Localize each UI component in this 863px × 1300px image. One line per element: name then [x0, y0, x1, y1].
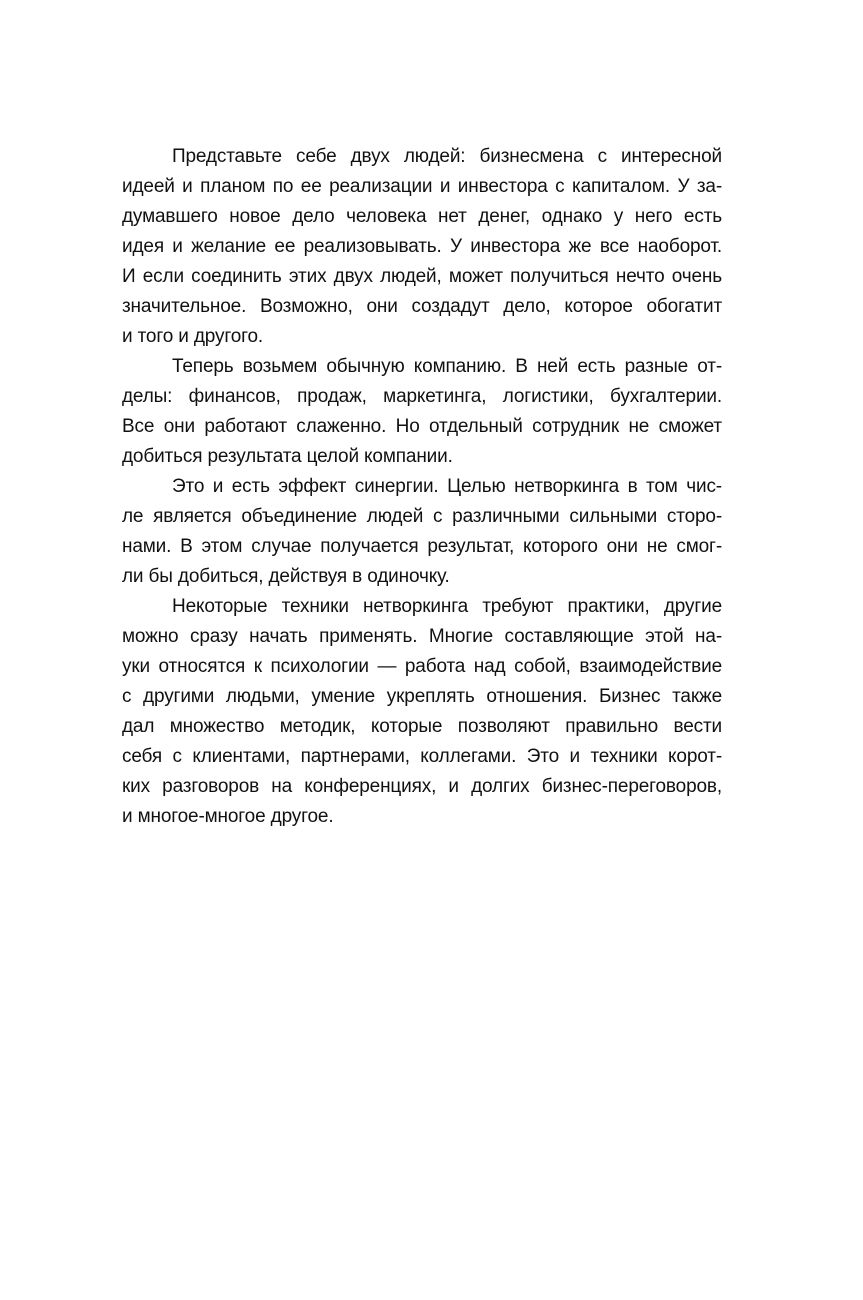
- text-line: добиться результата целой компании.: [122, 446, 453, 467]
- text-line: Все они работают слаженно. Но отдельный сотрудник не сможет: [122, 416, 722, 437]
- text-line: дал множество методик, которые позволяют правильно вести: [122, 716, 722, 737]
- text-line: думавшего новое дело человека нет денег, однако у него есть: [122, 206, 722, 227]
- text-line: идея и желание ее реализовывать. У инвестора же все наоборот.: [122, 236, 722, 257]
- text-line: Это и есть эффект синергии. Целью нетворкинга в том чис-: [172, 476, 722, 497]
- text-line: и многое-многое другое.: [122, 806, 334, 827]
- page-text: [122, 142, 722, 832]
- text-line: делы: финансов, продаж, маркетинга, логистики, бухгалтерии.: [122, 386, 722, 407]
- text-line: ли бы добиться, действуя в одиночку.: [122, 566, 450, 587]
- text-line: ких разговоров на конференциях, и долгих бизнес-переговоров,: [122, 776, 722, 797]
- text-line: Теперь возьмем обычную компанию. В ней есть разные от-: [172, 356, 722, 377]
- text-line: значительное. Возможно, они создадут дело, которое обогатит: [122, 296, 722, 317]
- text-line: Некоторые техники нетворкинга требуют практики, другие: [172, 596, 722, 617]
- text-line: Представьте себе двух людей: бизнесмена с интересной: [172, 146, 722, 167]
- text-line: и того и другого.: [122, 326, 264, 347]
- text-line: нами. В этом случае получается результат, которого они не смог-: [122, 536, 722, 557]
- text-line: уки относятся к психологии — работа над собой, взаимодействие: [122, 656, 722, 677]
- text-line: идеей и планом по ее реализации и инвестора с капиталом. У за-: [122, 176, 722, 197]
- text-line: с другими людьми, умение укреплять отношения. Бизнес также: [122, 686, 722, 707]
- text-line: ле является объединение людей с различными сильными сторо-: [122, 506, 722, 527]
- text-line: И если соединить этих двух людей, может получиться нечто очень: [122, 266, 722, 287]
- text-line: себя с клиентами, партнерами, коллегами. Это и техники корот-: [122, 746, 722, 767]
- text-line: можно сразу начать применять. Многие составляющие этой на-: [122, 626, 722, 647]
